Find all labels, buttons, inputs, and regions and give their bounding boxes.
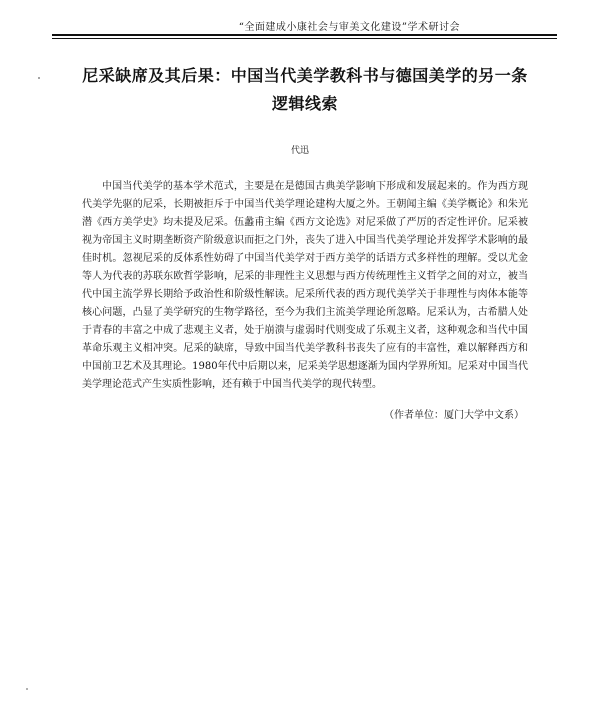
- article-author: 代迅: [290, 146, 309, 156]
- scan-speck: [26, 688, 28, 690]
- header-rule: [52, 34, 557, 36]
- article-title: 尼采缺席及其后果：中国当代美学教科书与德国美学的另一条逻辑线索: [82, 66, 528, 113]
- author-affiliation: （作者单位：厦门大学中文系）: [384, 410, 524, 421]
- article-abstract: 中国当代美学的基本学术范式，主要是在是德国古典美学影响下形成和发展起来的。作为西方现代美学先驱的尼采，长期被拒斥于中国当代美学理论建构大厦之外。王朝闻主编《美学概论》和朱光潜《西方美学史》均未提及尼采。伍蠡甫主编《西方文论选》对尼采做了严厉的否定性评价。尼采被视为帝国主义时期垄断资产阶级意识而拒之门外，丧失了进入中国当代美学理论并发挥学术影响的最佳时机。忽视尼采的反体系性妨碍了中国当代美学对于西方美学的话语方式多样性的理解。受以尤金等人为代表的苏联东欧哲学影响，尼采的非理性主义思想与西方传统理性主义哲学之间的对立，被当代中国主流学界长期给予政治性和阶级性解读。尼采所代表的西方现代美学关于非理性与肉体本能等核心问题，凸显了美学研究的生物学路径，至今为我们主流美学理论所忽略。尼采认为，古希腊人处于青春的丰富之中成了悲观主义者，处于崩溃与虚弱时代则变成了乐观主义者，这种观念和当代中国革命乐观主义相冲突。尼采的缺席，导致中国当代美学教科书丧失了应有的丰富性，难以解释西方和中国前卫艺术及其理论。1980年代中后期以来，尼采美学思想逐渐为国内学界所知。尼采对中国当代美学理论范式产生实质性影响，还有赖于中国当代美学的现代转型。: [82, 181, 528, 390]
- running-header: “全面建成小康社会与审美文化建设”学术研讨会: [238, 22, 460, 33]
- header-rule-thin: [52, 38, 557, 39]
- scan-speck: [38, 77, 40, 79]
